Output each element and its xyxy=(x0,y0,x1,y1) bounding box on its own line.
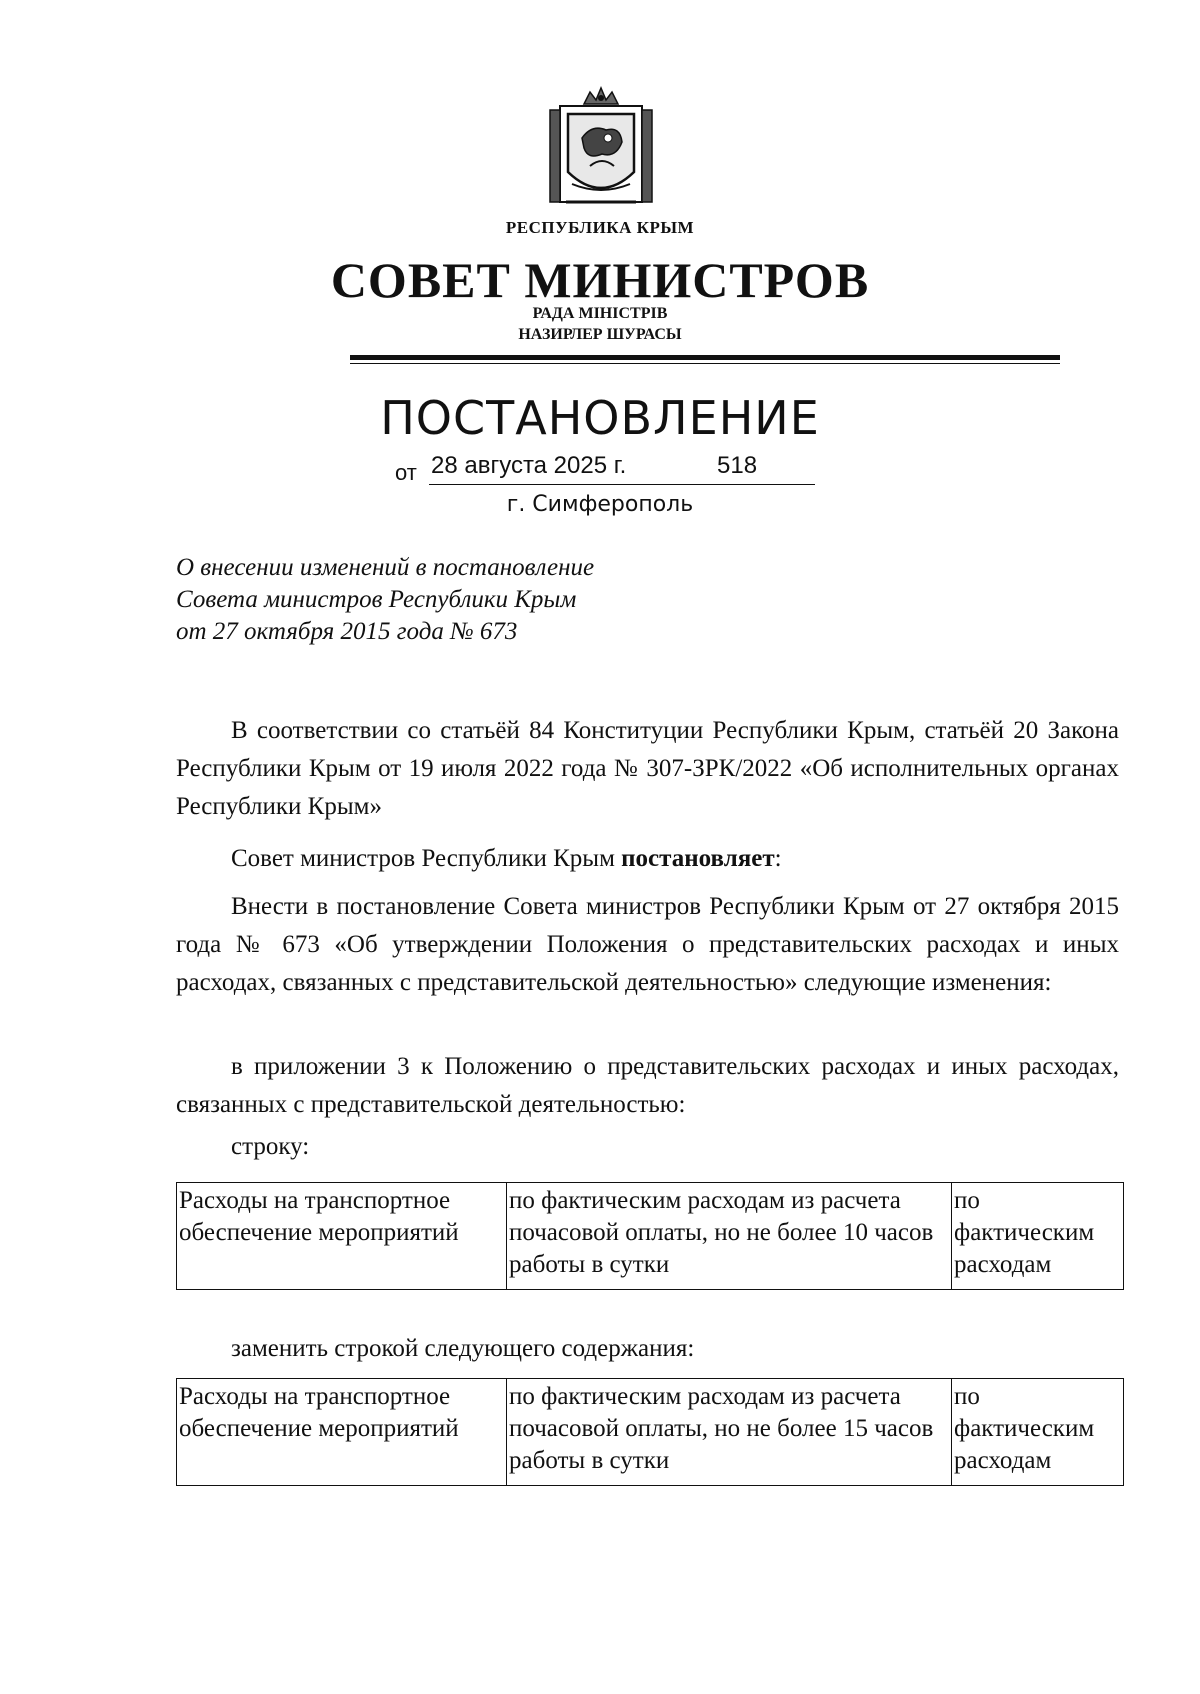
date-underline xyxy=(429,484,815,485)
decree-number: 518 xyxy=(717,452,758,479)
resolution-text: Совет министров Республики Крым xyxy=(231,845,622,872)
legal-basis-paragraph: В соответствии со статьёй 84 Конституции Республики Крым, статьёй 20 Закона Республики Крым от 19 июля 2022 года № 307-ЗРК/2022 «Об исполнительных органах Республики Крым» xyxy=(176,717,1119,820)
table-cell: по фактическим расходам xyxy=(952,1183,1124,1290)
table-cell: по фактическим расходам из расчета почасовой оплаты, но не более 10 часов работы в сутки xyxy=(507,1183,952,1290)
appendix-paragraph: в приложении 3 к Положению о представительских расходах и иных расходах, связанных с представительской деятельностью: xyxy=(176,1053,1119,1118)
coat-of-arms-emblem xyxy=(546,86,656,214)
header-divider-thick xyxy=(350,355,1060,360)
old-row-intro: строку: xyxy=(231,1133,310,1160)
table-row xyxy=(177,1183,1124,1290)
resolution-paragraph xyxy=(176,840,1119,878)
document-type-title: ПОСТАНОВЛЕНИЕ xyxy=(380,391,820,445)
table-cell: Расходы на транспортное обеспечение мероприятий xyxy=(177,1183,507,1290)
decree-date-line xyxy=(395,452,815,488)
resolution-keyword: постановляет xyxy=(621,845,775,872)
resolution-colon: : xyxy=(774,845,782,872)
council-title-ukrainian: РАДА МІНІСТРІВ xyxy=(532,305,668,322)
date-prefix: от xyxy=(395,460,417,485)
amendment-paragraph: Внести в постановление Совета министров Республики Крым от 27 октября 2015 года № 673 «Об утверждении Положения о представительских расходах и иных расходах, связанных с представительской деятельностью» следующие изменения: xyxy=(176,893,1119,996)
republic-name: РЕСПУБЛИКА КРЫМ xyxy=(505,218,695,237)
new-row-table xyxy=(176,1378,1124,1486)
table-cell: Расходы на транспортное обеспечение мероприятий xyxy=(177,1379,507,1486)
header-divider-thin xyxy=(350,363,1060,364)
decree-city: г. Симферополь xyxy=(506,492,694,517)
table-cell: по фактическим расходам из расчета почасовой оплаты, но не более 15 часов работы в сутки xyxy=(507,1379,952,1486)
council-title: СОВЕТ МИНИСТРОВ xyxy=(330,252,870,308)
new-row-intro: заменить строкой следующего содержания: xyxy=(231,1335,695,1362)
old-row-table xyxy=(176,1182,1124,1290)
subject-line: от 27 октября 2015 года № 673 xyxy=(176,618,518,645)
decree-subject xyxy=(176,552,594,648)
decree-date: 28 августа 2025 г. xyxy=(431,452,627,479)
council-title-crimean-tatar: НАЗИРЛЕР ШУРАСЫ xyxy=(518,326,682,343)
table-row xyxy=(177,1379,1124,1486)
table-cell: по фактическим расходам xyxy=(952,1379,1124,1486)
subject-line: О внесении изменений в постановление xyxy=(176,554,595,581)
subject-line: Совета министров Республики Крым xyxy=(176,586,577,613)
